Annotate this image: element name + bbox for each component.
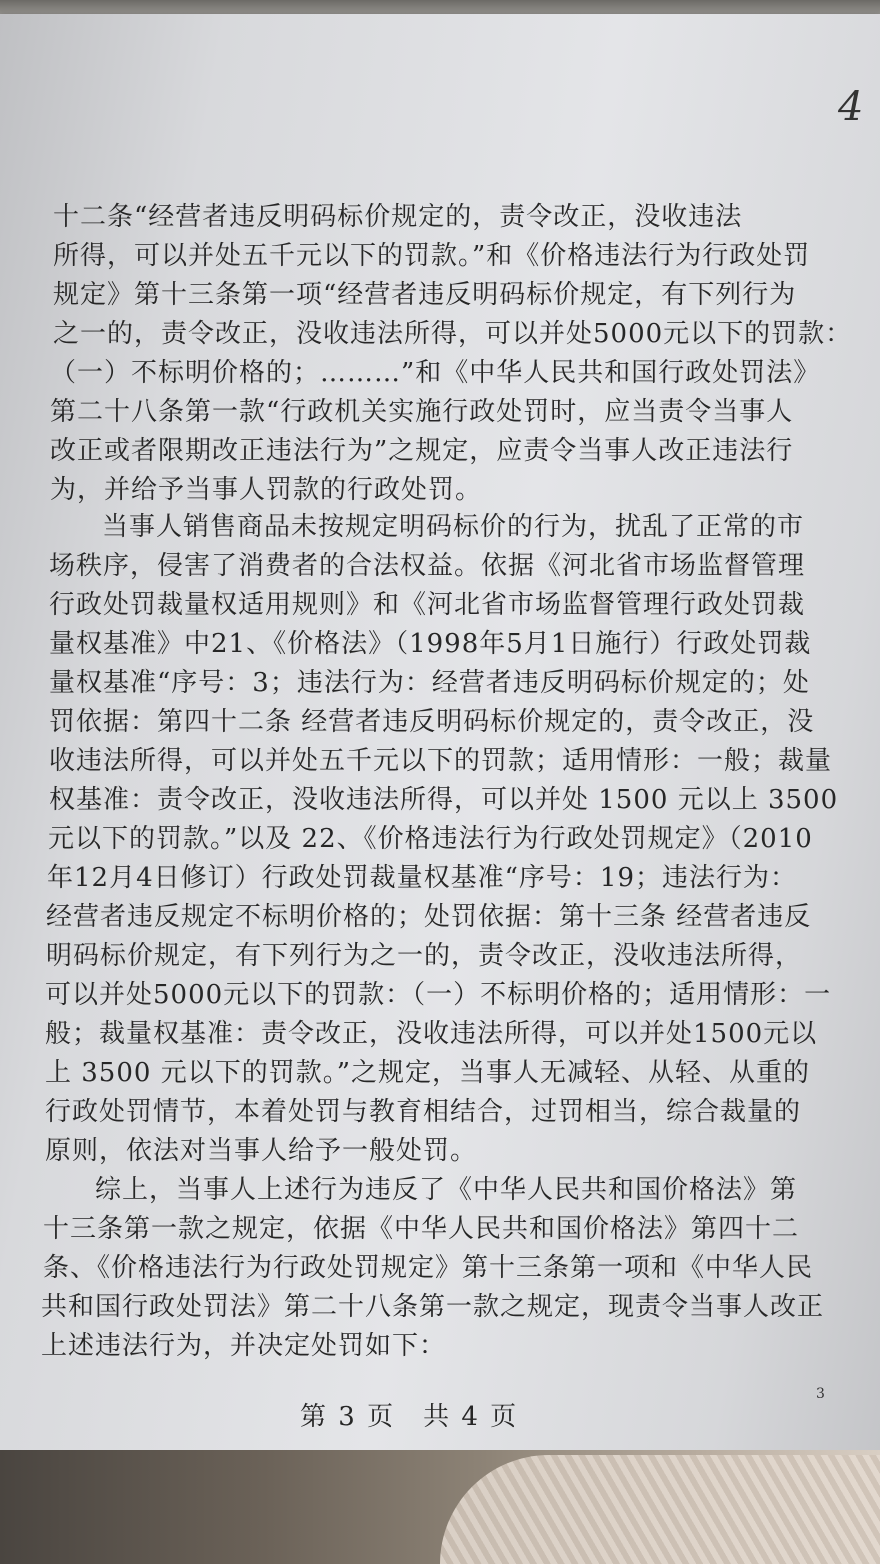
sweater-fabric [440,1455,880,1564]
text-line: 规定》第十三条第一项“经营者违反明码标价规定，有下列行为 [53,280,797,310]
text-line: 十二条“经营者违反明码标价规定的，责令改正，没收违法 [53,202,743,232]
text-line: （一）不标明价格的；………”和《中华人民共和国行政处罚法》 [50,358,821,388]
text-line: 收违法所得，可以并处五千元以下的罚款；适用情形：一般；裁量 [49,746,833,776]
text-line: 经营者违反规定不标明价格的；处罚依据：第十三条 经营者违反 [46,902,812,932]
text-line: 般；裁量权基准：责令改正，没收违法所得，可以并处1500元以 [45,1019,818,1049]
page-footer: 第 3 页 共 4 页 [300,1402,519,1432]
text-line: 场秩序，侵害了消费者的合法权益。依据《河北省市场监督管理 [49,551,806,581]
text-line: 综上，当事人上述行为违反了《中华人民共和国价格法》第 [95,1175,798,1205]
text-line: 原则，依法对当事人给予一般处罚。 [45,1136,478,1166]
text-line: 条、《价格违法行为行政处罚规定》第十三条第一项和《中华人民 [43,1253,814,1283]
text-line: 第二十八条第一款“行政机关实施行政处罚时，应当责令当事人 [50,397,794,427]
text-line: 所得，可以并处五千元以下的罚款。”和《价格违法行为行政处罚 [53,241,811,271]
text-line: 上 3500 元以下的罚款。”之规定，当事人无减轻、从轻、从重的 [45,1058,810,1088]
handwritten-page-mark: 4 [838,84,864,130]
text-line: 年12月4日修订）行政处罚裁量权基准“序号：19；违法行为： [47,863,798,893]
text-line: 行政处罚裁量权适用规则》和《河北省市场监督管理行政处罚裁 [49,590,806,620]
text-line: 量权基准》中21、《价格法》（1998年5月1日施行）行政处罚裁 [49,629,812,659]
text-line: 上述违法行为，并决定处罚如下： [41,1331,447,1361]
text-line: 当事人销售商品未按规定明码标价的行为，扰乱了正常的市 [102,512,805,542]
text-line: 可以并处5000元以下的罚款：（一）不标明价格的；适用情形：一 [45,980,832,1010]
text-line: 十三条第一款之规定，依据《中华人民共和国价格法》第四十二 [43,1214,800,1244]
text-line: 量权基准“序号：3；违法行为：经营者违反明码标价规定的；处 [49,668,810,698]
text-line: 权基准：责令改正，没收违法所得，可以并处 1500 元以上 3500 [49,785,839,815]
page-number-small: 3 [816,1386,825,1402]
text-line: 行政处罚情节，本着处罚与教育相结合，过罚相当，综合裁量的 [45,1097,802,1127]
text-line: 明码标价规定，有下列行为之一的，责令改正，没收违法所得， [46,941,803,971]
document-page [0,14,880,1454]
text-line: 改正或者限期改正违法行为”之规定，应责令当事人改正违法行 [50,436,794,466]
text-line: 之一的，责令改正，没收违法所得，可以并处5000元以下的罚款： [53,319,853,349]
text-line: 罚依据：第四十二条 经营者违反明码标价规定的，责令改正，没 [49,707,815,737]
text-line: 共和国行政处罚法》第二十八条第一款之规定，现责令当事人改正 [41,1292,825,1322]
text-line: 为，并给予当事人罚款的行政处罚。 [50,475,483,505]
text-line: 元以下的罚款。”以及 22、《价格违法行为行政处罚规定》（2010 [48,824,813,854]
